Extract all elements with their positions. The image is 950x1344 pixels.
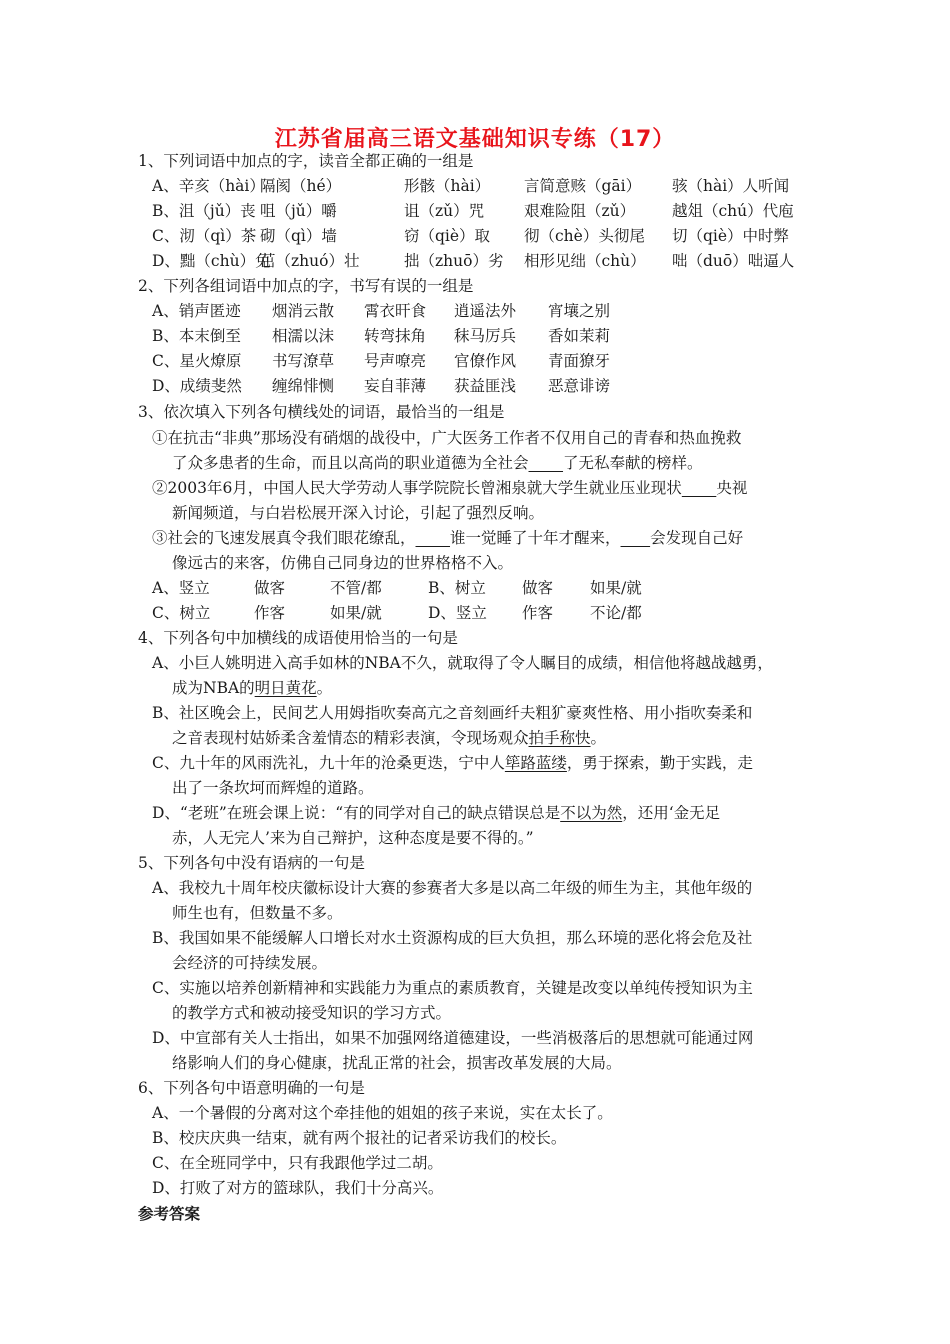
q3-blank-3 — [416, 529, 451, 547]
q3-opt-a-2: 做客 — [254, 579, 286, 597]
q1-stem: 1、下列词语中加点的字，读音全都正确的一组是 — [138, 152, 474, 170]
q1-d-5: 咄（duō）咄逼人 — [672, 252, 795, 270]
q2-stem: 2、下列各组词语中加点的字，书写有误的一组是 — [138, 277, 474, 295]
q3-s3a-mid: 谁一觉睡了十年才醒来， — [450, 529, 621, 547]
q3-sentence-1b — [172, 453, 703, 473]
q3-opt-d-3: 不论/都 — [590, 604, 642, 622]
q5-option-c-line1: C、实施以培养创新精神和实践能力为重点的素质教育，关键是改变以单纯传授知识为主 — [152, 979, 753, 997]
q6-option-a: A、一个暑假的分离对这个牵挂他的姐姐的孩子来说，实在太长了。 — [152, 1104, 613, 1122]
q4-a2-pre: 成为NBA的 — [172, 679, 255, 697]
q1-b-4: 艰难险阻（zǔ） — [524, 202, 636, 220]
q1-d-2: 茁（zhuó）壮 — [260, 252, 360, 270]
q5-stem: 5、下列各句中没有语病的一句是 — [138, 854, 365, 872]
q3-stem: 3、依次填入下列各句横线处的词语，最恰当的一组是 — [138, 403, 505, 421]
q3-opt-a-3: 不管/都 — [330, 579, 382, 597]
q2-a-2: 烟消云散 — [272, 302, 335, 320]
q5-option-b-line1: B、我国如果不能缓解人口增长对水土资源构成的巨大负担，那么环境的恶化将会危及社 — [152, 929, 753, 947]
q4-d1-post: ，还用‘金无足 — [622, 804, 721, 822]
q4-stem: 4、下列各句中加横线的成语使用恰当的一句是 — [138, 629, 458, 647]
q4-d-idiom: 不以为然 — [560, 804, 623, 822]
q1-b-1: B、沮（jǔ）丧 — [152, 202, 256, 220]
q3-sentence-1a: ①在抗击“非典”那场没有硝烟的战役中，广大医务工作者不仅用自己的青春和热血挽救 — [152, 429, 742, 447]
q2-c-1: C、星火燎原 — [152, 352, 242, 370]
q6-stem: 6、下列各句中语意明确的一句是 — [138, 1079, 365, 1097]
q1-a-4: 言简意赅（gāi） — [524, 177, 642, 195]
q2-c-5: 青面獠牙 — [548, 352, 611, 370]
q1-c-3: 窃（qiè）取 — [404, 227, 491, 245]
q4-c-idiom: 筚路蓝缕 — [504, 754, 567, 772]
q5-option-c-line2: 的教学方式和被动接受知识的学习方式。 — [172, 1004, 452, 1022]
q2-b-4: 秣马厉兵 — [454, 327, 517, 345]
q4-option-d-line2: 赤，人无完人’来为自己辩护，这种态度是要不得的。” — [172, 829, 534, 847]
q6-option-c: C、在全班同学中，只有我跟他学过二胡。 — [152, 1154, 443, 1172]
q3-s1b-post: 了无私奉献的榜样。 — [563, 454, 703, 472]
q2-b-2: 相濡以沫 — [272, 327, 335, 345]
q3-blank-1 — [529, 454, 564, 472]
q5-option-a-line1: A、我校九十周年校庆徽标设计大赛的参赛者大多是以高二年级的师生为主，其他年级的 — [152, 879, 753, 897]
q4-option-a-line1: A、小巨人姚明进入高手如林的NBA不久，就取得了令人瞩目的成绩，相信他将越战越勇， — [152, 654, 773, 672]
q3-blank-2 — [682, 479, 717, 497]
q3-opt-c-3: 如果/就 — [330, 604, 382, 622]
q2-d-4: 获益匪浅 — [454, 377, 517, 395]
q3-opt-d-2: 作客 — [522, 604, 554, 622]
q3-sentence-3a — [152, 528, 743, 548]
document-title: 江苏省届高三语文基础知识专练（17） — [274, 127, 676, 152]
q3-s2a-post: 央视 — [716, 479, 748, 497]
q3-opt-d-1: D、竖立 — [428, 604, 487, 622]
q2-d-2: 缠绵悱恻 — [272, 377, 335, 395]
q5-option-d-line2: 络影响人们的身心健康，扰乱正常的社会，损害改革发展的大局。 — [172, 1054, 622, 1072]
q4-option-b-line1: B、社区晚会上，民间艺人用姆指吹奏高亢之音刻画纤夫粗犷豪爽性格、用小指吹奏柔和 — [152, 704, 753, 722]
q2-a-1: A、销声匿迹 — [152, 302, 241, 320]
q2-d-1: D、成绩斐然 — [152, 377, 242, 395]
q4-b2-post: 。 — [590, 729, 607, 747]
q1-c-1: C、沏（qì）茶 — [152, 227, 257, 245]
q2-a-3: 霄衣旰食 — [364, 302, 427, 320]
q1-a-5: 骇（hài）人听闻 — [672, 177, 790, 195]
q1-c-5: 切（qiè）中时弊 — [672, 227, 790, 245]
q4-b-idiom: 拍手称快 — [528, 729, 591, 747]
q1-d-4: 相形见绌（chù） — [524, 252, 646, 270]
answer-heading: 参考答案 — [138, 1205, 201, 1223]
q3-sentence-3b: 像远古的来客，仿佛自己同身边的世界格格不入。 — [172, 554, 514, 572]
q2-c-2: 书写潦草 — [272, 352, 335, 370]
q4-b2-pre: 之音表现村姑娇柔含羞情态的精彩表演，令现场观众 — [172, 729, 529, 747]
q3-opt-c-2: 作客 — [254, 604, 286, 622]
q3-opt-b-3: 如果/就 — [590, 579, 642, 597]
q5-option-a-line2: 师生也有，但数量不多。 — [172, 904, 343, 922]
q2-b-3: 转弯抹角 — [364, 327, 427, 345]
q2-d-3: 妄自菲薄 — [364, 377, 427, 395]
q3-s3a-post: 会发现自己好 — [650, 529, 744, 547]
q3-opt-b-1: B、树立 — [428, 579, 486, 597]
q1-c-2: 砌（qì）墙 — [260, 227, 337, 245]
q4-d1-pre: D、“老班”在班会课上说：“有的同学对自己的缺点错误总是 — [152, 804, 561, 822]
q3-opt-c-1: C、树立 — [152, 604, 211, 622]
q6-option-b: B、校庆庆典一结束，就有两个报社的记者采访我们的校长。 — [152, 1129, 567, 1147]
q4-option-a-line2 — [172, 678, 332, 698]
q3-opt-b-2: 做客 — [522, 579, 554, 597]
q1-a-1: A、辛亥（hài） — [152, 177, 265, 195]
q4-option-c-line2: 出了一条坎坷而辉煌的道路。 — [172, 779, 374, 797]
q1-a-3: 形骸（hài） — [404, 177, 491, 195]
q2-d-5: 恶意诽谤 — [548, 377, 611, 395]
q3-blank-4 — [621, 529, 651, 547]
q4-option-d-line1 — [152, 803, 720, 823]
q3-s3a-pre: ③社会的飞速发展真令我们眼花缭乱， — [152, 529, 416, 547]
q2-c-4: 官僚作风 — [454, 352, 517, 370]
q6-option-d: D、打败了对方的篮球队，我们十分高兴。 — [152, 1179, 444, 1197]
q1-d-1: D、黜（chù）免 — [152, 252, 271, 270]
q3-sentence-2a — [152, 478, 747, 498]
q3-sentence-2b: 新闻频道，与白岩松展开深入讨论，引起了强烈反响。 — [172, 504, 545, 522]
q3-s2a-pre: ②2003年6月，中国人民大学劳动人事学院院长曾湘泉就大学生就业压业现状 — [152, 479, 682, 497]
q4-option-c-line1 — [152, 753, 753, 773]
q1-d-3: 拙（zhuō）劣 — [404, 252, 504, 270]
q4-a-idiom: 明日黄花 — [254, 679, 317, 697]
q4-a2-post: 。 — [316, 679, 333, 697]
q4-option-b-line2 — [172, 728, 606, 748]
q1-b-5: 越俎（chú）代庖 — [672, 202, 794, 220]
q2-a-5: 宵壤之别 — [548, 302, 611, 320]
q2-a-4: 逍遥法外 — [454, 302, 517, 320]
q3-opt-a-1: A、竖立 — [152, 579, 210, 597]
q1-c-4: 彻（chè）头彻尾 — [524, 227, 645, 245]
q3-s1b-pre: 了众多患者的生命，而且以高尚的职业道德为全社会 — [172, 454, 529, 472]
q2-b-5: 香如茉莉 — [548, 327, 611, 345]
q5-option-b-line2: 会经济的可持续发展。 — [172, 954, 328, 972]
q5-option-d-line1: D、中宣部有关人士指出，如果不加强网络道德建设，一些消极落后的思想就可能通过网 — [152, 1029, 754, 1047]
q4-c1-post: ，勇于探索，勤于实践，走 — [566, 754, 753, 772]
q4-c1-pre: C、九十年的风雨洗礼，九十年的沧桑更迭，宁中人 — [152, 754, 505, 772]
q2-c-3: 号声嘹亮 — [364, 352, 427, 370]
q2-b-1: B、本末倒至 — [152, 327, 241, 345]
q1-a-2: 隔阂（hé） — [260, 177, 342, 195]
q1-b-2: 咀（jǔ）嚼 — [260, 202, 337, 220]
q1-b-3: 诅（zǔ）咒 — [404, 202, 485, 220]
